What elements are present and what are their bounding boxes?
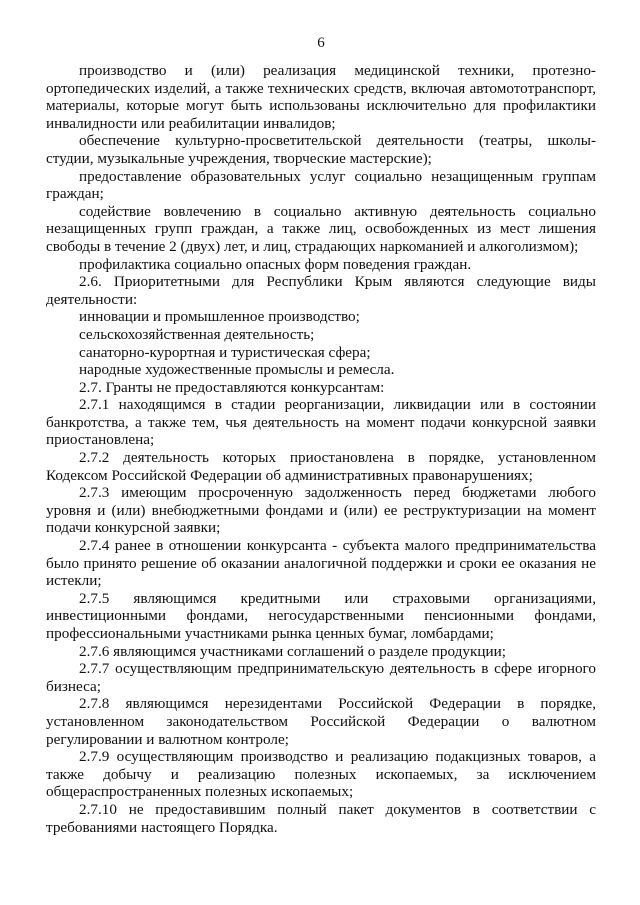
list-item: санаторно-курортная и туристическая сфера; <box>79 343 371 361</box>
clause-2-7-2: 2.7.2 деятельность которых приостановлена в порядке, установленном Кодексом Российской Федерации об административных правонарушениях; <box>46 449 596 484</box>
paragraph: предоставление образовательных услуг социально незащищенным группам граждан; <box>46 167 596 203</box>
list-item: инновации и промышленное производство; <box>79 308 360 326</box>
clause-2-7-9: 2.7.9 осуществляющим производство и реализацию подакцизных товаров, а также добычу и реализацию полезных ископаемых, за исключением общераспространенных полезных ископаемых; <box>46 748 596 801</box>
clause-2-7-10: 2.7.10 не предоставившим полный пакет документов в соответствии с требованиями настоящего Порядка. <box>46 800 596 836</box>
list-item: сельскохозяйственная деятельность; <box>79 325 315 343</box>
clause-2-7-3: 2.7.3 имеющим просроченную задолженность перед бюджетами любого уровня и (или) внебюджетными фондами и (или) ее реструктуризации на момент подачи конкурсной заявки; <box>46 484 596 537</box>
clause-2-7-4: 2.7.4 ранее в отношении конкурсанта - субъекта малого предпринимательства было принято решение об оказании аналогичной поддержки и сроки ее оказания не истекли; <box>46 537 596 590</box>
list-item: народные художественные промыслы и ремесла. <box>79 361 395 379</box>
paragraph: профилактика социально опасных форм поведения граждан. <box>79 255 472 273</box>
section-heading-2-6: 2.6. Приоритетными для Республики Крым являются следующие виды деятельности: <box>46 273 596 308</box>
clause-2-7-1: 2.7.1 находящимся в стадии реорганизации, ликвидации или в состоянии банкротства, а также тем, чья деятельность на момент подачи конкурсной заявки приостановлена; <box>46 396 596 449</box>
clause-2-7-6: 2.7.6 являющимся участниками соглашений о разделе продукции; <box>79 642 506 660</box>
page-number: 6 <box>317 35 325 51</box>
paragraph: содействие вовлечению в социально активную деятельность социально незащищенных групп граждан, а также лиц, освобожденных из мест лишения свободы в течение 2 (двух) лет, и лиц, страдающих наркоманией и алкоголизмом); <box>46 202 596 255</box>
paragraph: обеспечение культурно-просветительской деятельности (театры, школы-студии, музыкальные учреждения, творческие мастерские); <box>46 132 596 167</box>
clause-2-7-8: 2.7.8 являющимся нерезидентами Российской Федерации в порядке, установленном законодательством Российской Федерации о валютном регулировании и валютном контроле; <box>46 695 596 748</box>
paragraph: производство и (или) реализация медицинской техники, протезно-ортопедических изделий, а также технических средств, включая автомототранспорт, материалы, которые могут быть использованы исключительно для профилактики инвалидности или реабилитации инвалидов; <box>46 62 596 132</box>
section-heading-2-7: 2.7. Гранты не предоставляются конкурсантам: <box>79 378 385 396</box>
document-body <box>46 62 596 836</box>
clause-2-7-7: 2.7.7 осуществляющим предпринимательскую деятельность в сфере игорного бизнеса; <box>46 660 596 695</box>
clause-2-7-5: 2.7.5 являющимся кредитными или страховыми организациями, инвестиционными фондами, негосударственными пенсионными фондами, профессиональными участниками рынка ценных бумаг, ломбардами; <box>46 589 596 642</box>
